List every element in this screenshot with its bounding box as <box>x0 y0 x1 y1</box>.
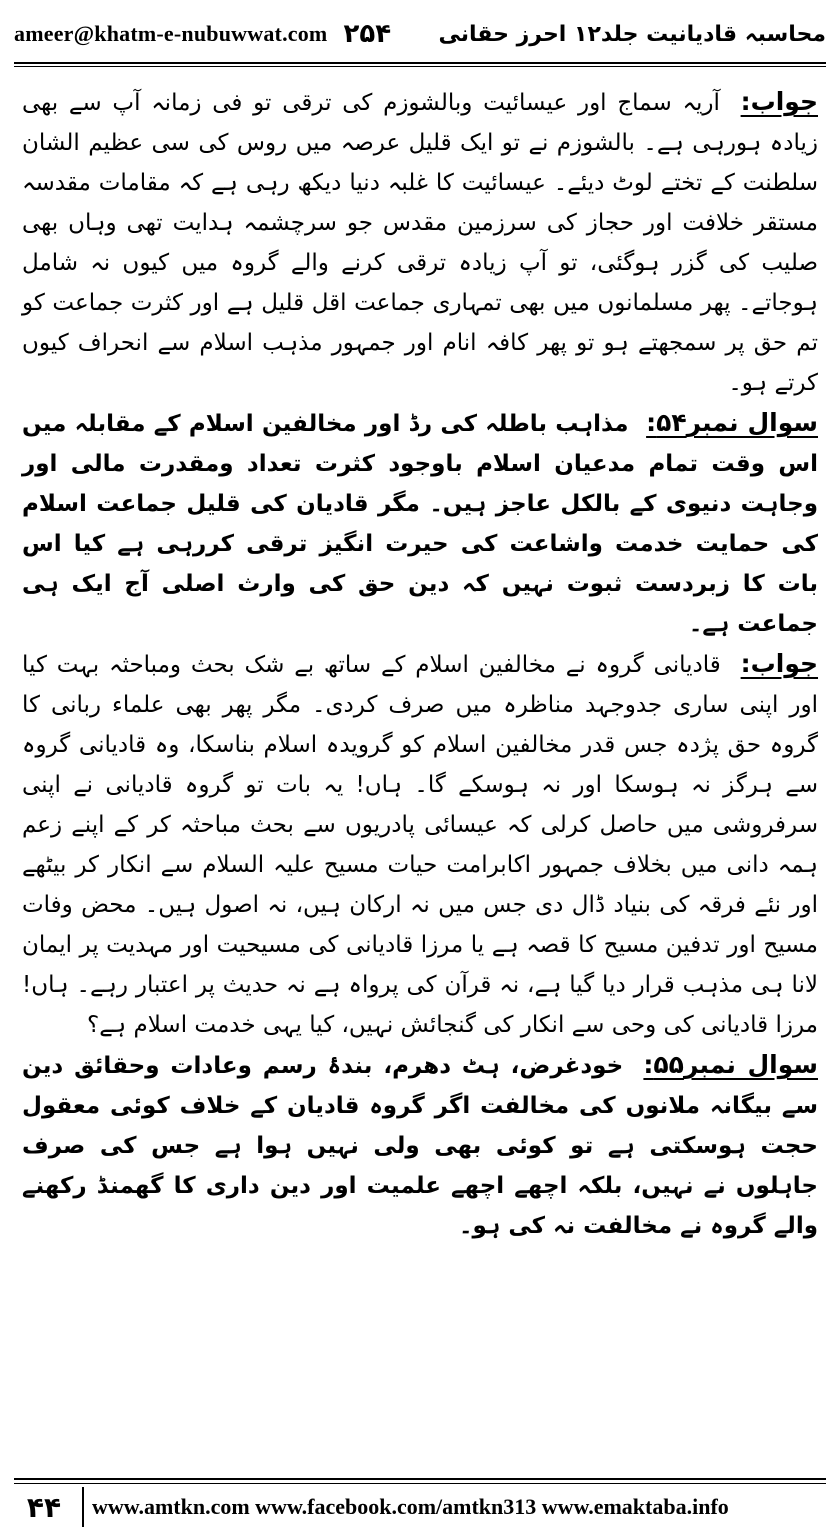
header-rule-thin <box>14 66 826 67</box>
paragraph-answer-1 <box>22 82 818 403</box>
page-footer <box>14 1482 826 1532</box>
paragraph-label: جواب: <box>740 87 818 116</box>
footer-rule <box>14 1478 826 1480</box>
header-left-group <box>14 19 391 49</box>
header-email: ameer@khatm-e-nubuwwat.com <box>14 21 328 46</box>
paragraph-question-55 <box>22 1045 818 1246</box>
paragraph-text: قادیانی گروہ نے مخالفین اسلام کے ساتھ بے شک بحث ومباحثہ بہت کیا اور اپنی ساری جدوجہد مناظرہ میں صرف کردی۔ مگر پھر بھی علماء ربانی کا گروہ حق پژدہ جس قدر مخالفین اسلام کو گرویدہ اسلام بناسکا، وہ قادیانی گروہ سے ہرگز نہ ہوسکا اور نہ ہوسکے گا۔ ہاں! یہ بات تو گروہ قادیانی نے اپنی سرفروشی میں حاصل کرلی کہ عیسائی پادریوں سے بحث مباحثہ کر کے اپنے زعم ہمہ دانی میں بخلاف جمہور اکابرامت حیات مسیح علیہ السلام سے انکار کر بیٹھے اور نئے فرقہ کی بنیاد ڈال دی جس میں نہ ارکان ہیں، نہ اصول ہیں۔ محض وفات مسیح اور تدفین مسیح کا قصہ ہے یا مرزا قادیانی کی مسیحیت اور مہدیت پر ایمان لانا ہی مذہب قرار دیا گیا ہے، نہ قرآن کی پرواہ ہے نہ حدیث پر اعتبار رہے۔ ہاں! مرزا قادیانی کی وحی سے انکار کی گنجائش نہیں، کیا یہی خدمت اسلام ہے؟ <box>22 652 818 1038</box>
paragraph-label: سوال نمبر۵۵: <box>643 1050 818 1079</box>
paragraph-text: آریہ سماج اور عیسائیت وبالشوزم کی ترقی تو فی زمانہ آپ سے بھی زیادہ ہورہی ہے۔ بالشوزم نے تو ایک قلیل عرصہ میں روس کی سی عظیم الشان سلطنت کے تختے لوٹ دیئے۔ عیسائیت کا غلبہ دنیا دیکھ رہی ہے کہ مقامات مقدسہ مستقر خلافت اور حجاز کی سرزمین مقدس جو سرچشمہ ہدایت تھی وہاں بھی صلیب کی گزر ہوگئی، تو آپ زیادہ ترقی کرنے والے گروہ میں کیوں نہ شامل ہوجاتے۔ پھر مسلمانوں میں بھی تمہاری جماعت اقل قلیل ہے اور کثرت جماعت کو تم حق پر سمجھتے ہو تو پھر کافہ انام اور جمہور مذہب اسلام سے انحراف کیوں کرتے ہو۔ <box>22 90 818 396</box>
footer-separator <box>82 1487 84 1527</box>
paragraph-question-54 <box>22 403 818 644</box>
paragraph-text: مذاہب باطلہ کی رڈ اور مخالفین اسلام کے مقابلہ میں اس وقت تمام مدعیان اسلام باوجود کثرت تعداد ومقدرت مالی اور وجاہت دنیوی کے بالکل عاجز ہیں۔ مگر قادیان کی قلیل جماعت اسلام کی حمایت خدمت واشاعت کی حیرت انگیز ترقی کررہی ہے کیا اس بات کا زبردست ثبوت نہیں کہ دین حق کی وارث اصلی آج ایک ہی جماعت ہے۔ <box>22 411 818 637</box>
page-header <box>14 10 826 58</box>
header-book-title: محاسبہ قادیانیت جلد۱۲ احرز حقانی <box>438 21 826 47</box>
paragraph-label: جواب: <box>740 649 819 678</box>
footer-page-number: ۴۴ <box>26 1490 62 1524</box>
header-page-number: ۲۵۴ <box>343 19 392 49</box>
footer-links: www.amtkn.com www.facebook.com/amtkn313 www.emaktaba.info <box>92 1494 729 1519</box>
header-rule <box>14 62 826 64</box>
paragraph-text: خودغرض، ہٹ دھرم، بندۂ رسم وعادات وحقائق دین سے بیگانہ ملانوں کی مخالفت اگر گروہ قادیان کے خلاف کوئی معقول حجت ہوسکتی ہے تو کوئی بھی ولی نہیں ہوا ہے جس کی صرف جاہلوں نے نہیں، بلکہ اچھے اچھے علمیت اور دین داری کا گھمنڈ رکھنے والے گروہ نے مخالفت نہ کی ہو۔ <box>22 1053 818 1239</box>
paragraph-answer-2 <box>22 644 818 1045</box>
page-content <box>22 82 818 1246</box>
paragraph-label: سوال نمبر۵۴: <box>646 408 818 437</box>
